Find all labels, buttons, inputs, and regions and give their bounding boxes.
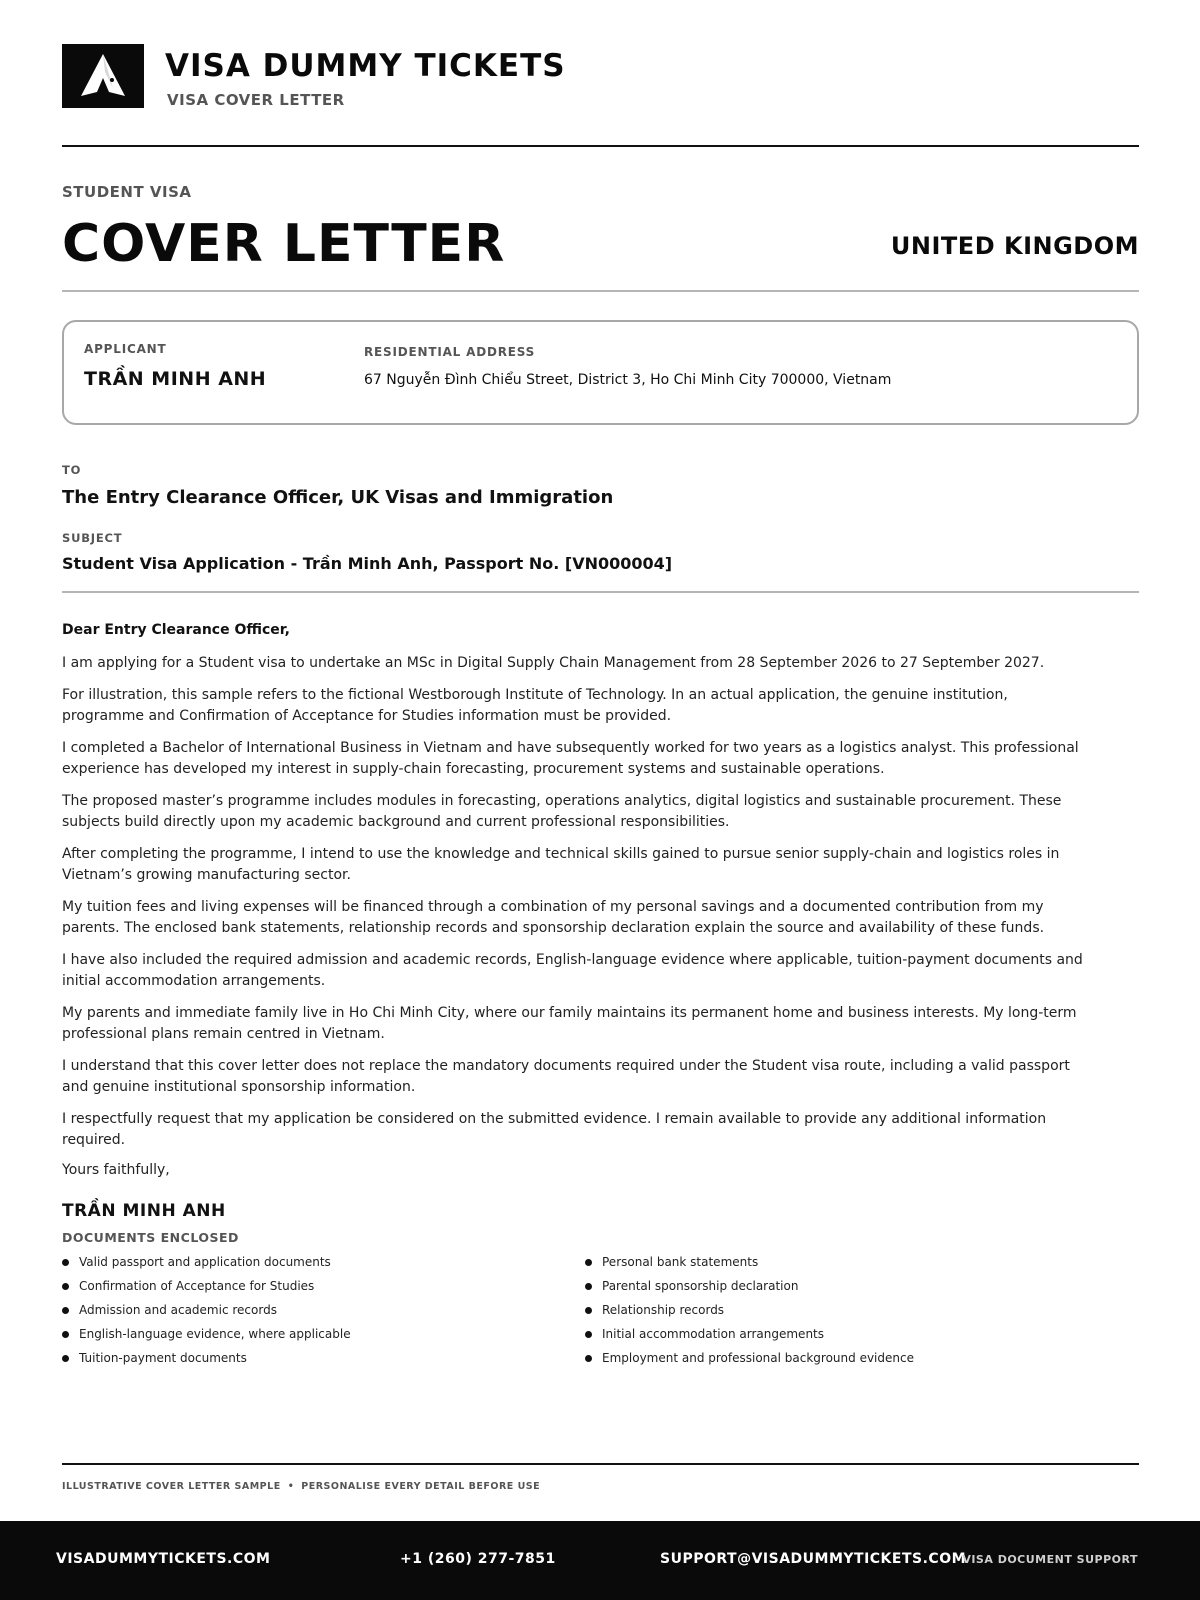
address-value: 67 Nguyễn Đình Chiểu Street, District 3, Ho Chi Minh City 700000, Vietnam bbox=[364, 372, 892, 388]
body-paragraph: The proposed master’s programme includes modules in forecasting, operations analytics, digital logistics and sustainable procurement. These subjects build directly upon my academic background and current professional responsibilities. bbox=[62, 793, 1062, 830]
salutation: Dear Entry Clearance Officer, bbox=[62, 622, 290, 638]
document-title: COVER LETTER bbox=[62, 214, 506, 274]
body-paragraph: I am applying for a Student visa to undertake an MSc in Digital Supply Chain Management from 28 September 2026 to 27 September 2027. bbox=[62, 655, 1045, 671]
footer-divider bbox=[62, 1463, 1139, 1465]
fine-print bbox=[62, 1481, 540, 1492]
visa-type: STUDENT VISA bbox=[62, 183, 192, 201]
brand-header bbox=[62, 44, 762, 108]
to-label: TO bbox=[62, 463, 82, 477]
body-paragraph: For illustration, this sample refers to the fictional Westborough Institute of Technology. In an actual application, the genuine institution, programme and Confirmation of Acceptance for Studies information must be provided. bbox=[62, 687, 1008, 724]
body-paragraph: I respectfully request that my application be considered on the submitted evidence. I remain available to provide any additional information required. bbox=[62, 1111, 1047, 1148]
list-item: Employment and professional background evidence bbox=[585, 1351, 914, 1375]
body-paragraph: I understand that this cover letter does not replace the mandatory documents required under the Student visa route, including a valid passport and genuine institutional sponsorship information. bbox=[62, 1058, 1070, 1095]
brand-name: VISA DUMMY TICKETS bbox=[165, 48, 566, 84]
body-paragraph: My parents and immediate family live in Ho Chi Minh City, where our family maintains its permanent home and business interests. My long-term professional plans remain centred in Vietnam. bbox=[62, 1005, 1077, 1042]
address-label: RESIDENTIAL ADDRESS bbox=[364, 345, 536, 359]
brand-logo-icon bbox=[62, 44, 144, 108]
recipient-name: The Entry Clearance Officer, UK Visas and Immigration bbox=[62, 487, 614, 508]
list-item: Valid passport and application documents bbox=[62, 1255, 351, 1279]
body-paragraph: My tuition fees and living expenses will be financed through a combination of my personal savings and a documented contribution from my parents. The enclosed bank statements, relationship records and sponsorship declaration explain the source and availability of these funds. bbox=[62, 899, 1045, 936]
applicant-box bbox=[62, 320, 1139, 425]
documents-enclosed-label: DOCUMENTS ENCLOSED bbox=[62, 1230, 239, 1245]
letter-body bbox=[62, 622, 1092, 1178]
fine-print-separator: • bbox=[287, 1481, 295, 1492]
contact-footer bbox=[0, 1521, 1200, 1600]
list-item: Confirmation of Acceptance for Studies bbox=[62, 1279, 351, 1303]
title-divider bbox=[62, 290, 1139, 292]
body-paragraph: I completed a Bachelor of International Business in Vietnam and have subsequently worked for two years as a logistics analyst. This professional experience has developed my interest in supply-chain forecasting, procurement systems and sustainable operations. bbox=[62, 740, 1079, 777]
footer-phone[interactable]: +1 (260) 277-7851 bbox=[400, 1551, 556, 1567]
subject-label: SUBJECT bbox=[62, 531, 123, 545]
footer-tagline: VISA DOCUMENT SUPPORT bbox=[962, 1553, 1138, 1566]
list-item: Parental sponsorship declaration bbox=[585, 1279, 914, 1303]
footer-email-link[interactable]: SUPPORT@VISADUMMYTICKETS.COM bbox=[660, 1551, 967, 1567]
list-item: Tuition-payment documents bbox=[62, 1351, 351, 1375]
header-divider bbox=[62, 145, 1139, 147]
list-item: Personal bank statements bbox=[585, 1255, 914, 1279]
applicant-name: TRẦN MINH ANH bbox=[84, 368, 267, 390]
footer-website-link[interactable]: VISADUMMYTICKETS.COM bbox=[56, 1551, 271, 1567]
closing: Yours faithfully, bbox=[62, 1162, 170, 1178]
body-paragraph: I have also included the required admission and academic records, English-language evidence where applicable, tuition-payment documents and initial accommodation arrangements. bbox=[62, 952, 1083, 989]
documents-list-left bbox=[62, 1255, 351, 1375]
subject-line: Student Visa Application - Trần Minh Anh, Passport No. [VN000004] bbox=[62, 554, 673, 573]
fine-print-right: PERSONALISE EVERY DETAIL BEFORE USE bbox=[301, 1481, 541, 1492]
list-item: English-language evidence, where applicable bbox=[62, 1327, 351, 1351]
list-item: Relationship records bbox=[585, 1303, 914, 1327]
fine-print-left: ILLUSTRATIVE COVER LETTER SAMPLE bbox=[62, 1481, 281, 1492]
subject-divider bbox=[62, 591, 1139, 593]
list-item: Admission and academic records bbox=[62, 1303, 351, 1327]
list-item: Initial accommodation arrangements bbox=[585, 1327, 914, 1351]
applicant-label: APPLICANT bbox=[84, 342, 167, 356]
signature-name: TRẦN MINH ANH bbox=[62, 1201, 226, 1221]
brand-subtitle: VISA COVER LETTER bbox=[167, 91, 345, 109]
body-paragraph: After completing the programme, I intend to use the knowledge and technical skills gained to pursue senior supply-chain and logistics roles in Vietnam’s growing manufacturing sector. bbox=[62, 846, 1060, 883]
documents-list-right bbox=[585, 1255, 914, 1375]
destination-country: UNITED KINGDOM bbox=[890, 232, 1139, 260]
